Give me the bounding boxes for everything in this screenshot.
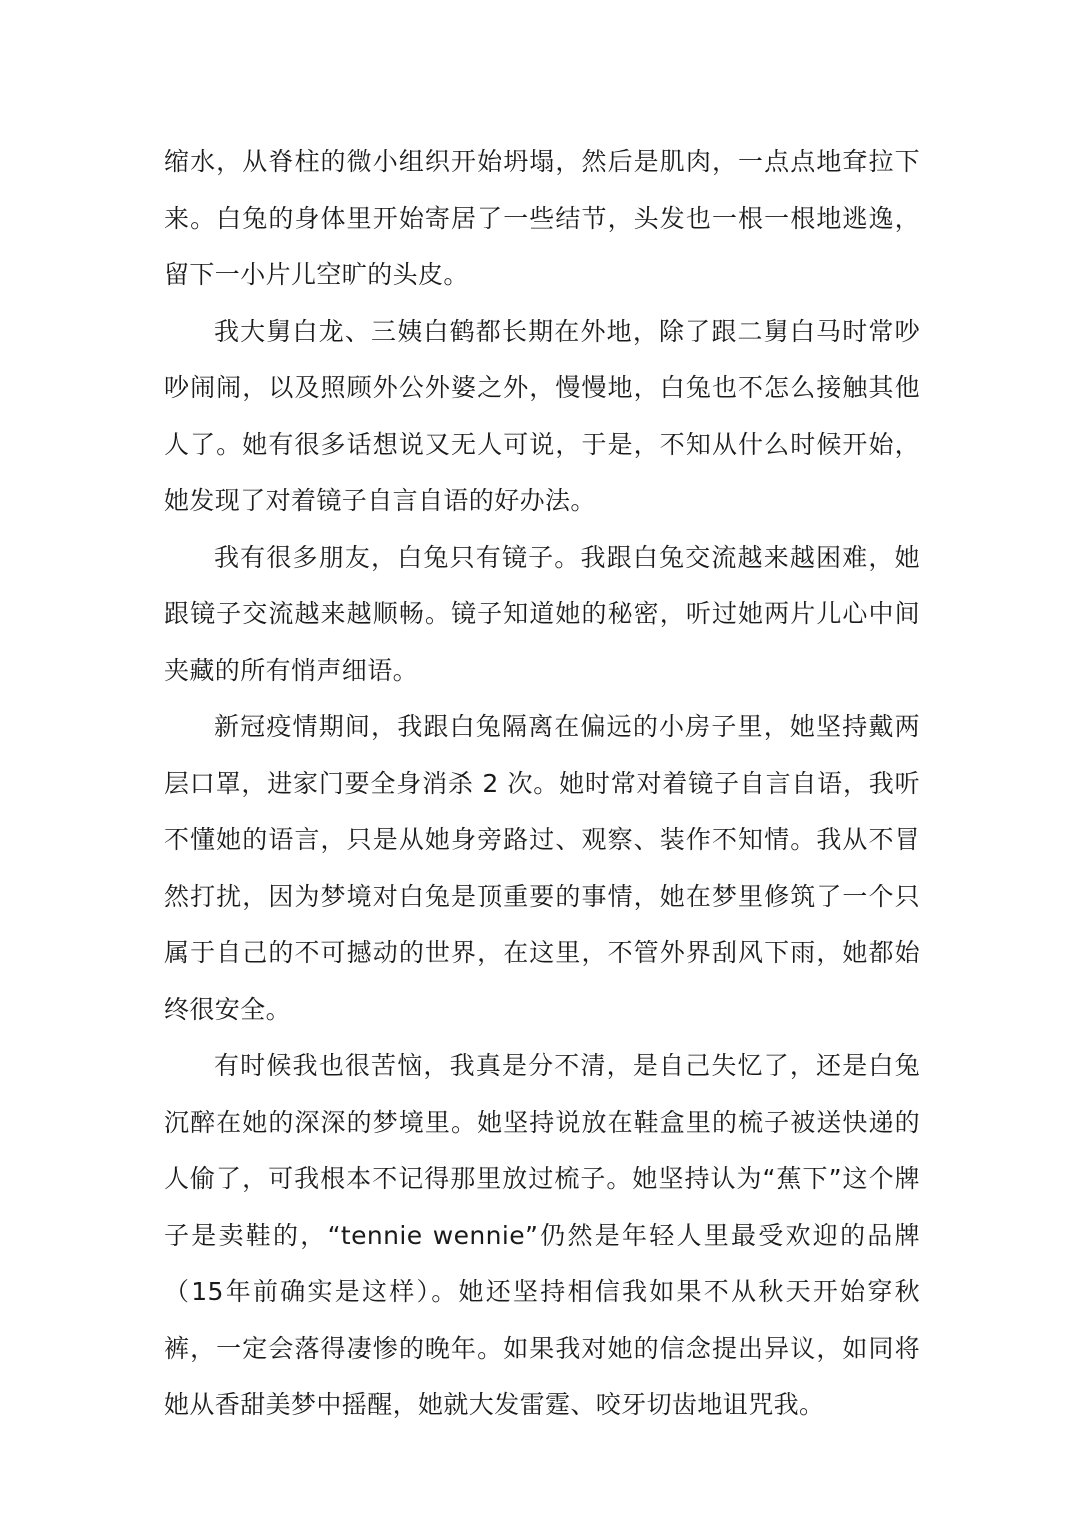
paragraph-2: 我大舅白龙、三姨白鹤都长期在外地，除了跟二舅白马时常吵吵闹闹，以及照顾外公外婆之外，慢慢地，白兔也不怎么接触其他人了。她有很多话想说又无人可说，于是，不知从什么时候开始，她发现了对着镜子自言自语的好办法。 [164, 316, 920, 515]
paragraph-5: 有时候我也很苦恼，我真是分不清，是自己失忆了，还是白兔沉醉在她的深深的梦境里。她坚持说放在鞋盒里的梳子被送快递的人偷了，可我根本不记得那里放过梳子。她坚持认为“蕉下”这个牌子是卖鞋的，“tennie wennie”仍然是年轻人里最受欢迎的品牌（15年前确实是这样）。她还坚持相信我如果不从秋天开始穿秋裤，一定会落得凄惨的晚年。如果我对她的信念提出异议，如同将她从香甜美梦中摇醒，她就大发雷霆、咬牙切齿地诅咒我。 [164, 1051, 920, 1419]
paragraph-4: 新冠疫情期间，我跟白兔隔离在偏远的小房子里，她坚持戴两层口罩，进家门要全身消杀 2 次。她时常对着镜子自言自语，我听不懂她的语言，只是从她身旁路过、观察、装作不知情。我从不冒然打扰，因为梦境对白兔是顶重要的事情，她在梦里修筑了一个只属于自己的不可撼动的世界，在这里，不管外界刮风下雨，她都始终很安全。 [164, 712, 920, 1024]
paragraph-1: 缩水，从脊柱的微小组织开始坍塌，然后是肌肉，一点点地耷拉下来。白兔的身体里开始寄居了一些结节，头发也一根一根地逃逸，留下一小片儿空旷的头皮。 [164, 147, 920, 289]
paragraph-3: 我有很多朋友，白兔只有镜子。我跟白兔交流越来越困难，她跟镜子交流越来越顺畅。镜子知道她的秘密，听过她两片儿心中间夹藏的所有悄声细语。 [164, 542, 920, 685]
document-body [164, 134, 920, 1434]
